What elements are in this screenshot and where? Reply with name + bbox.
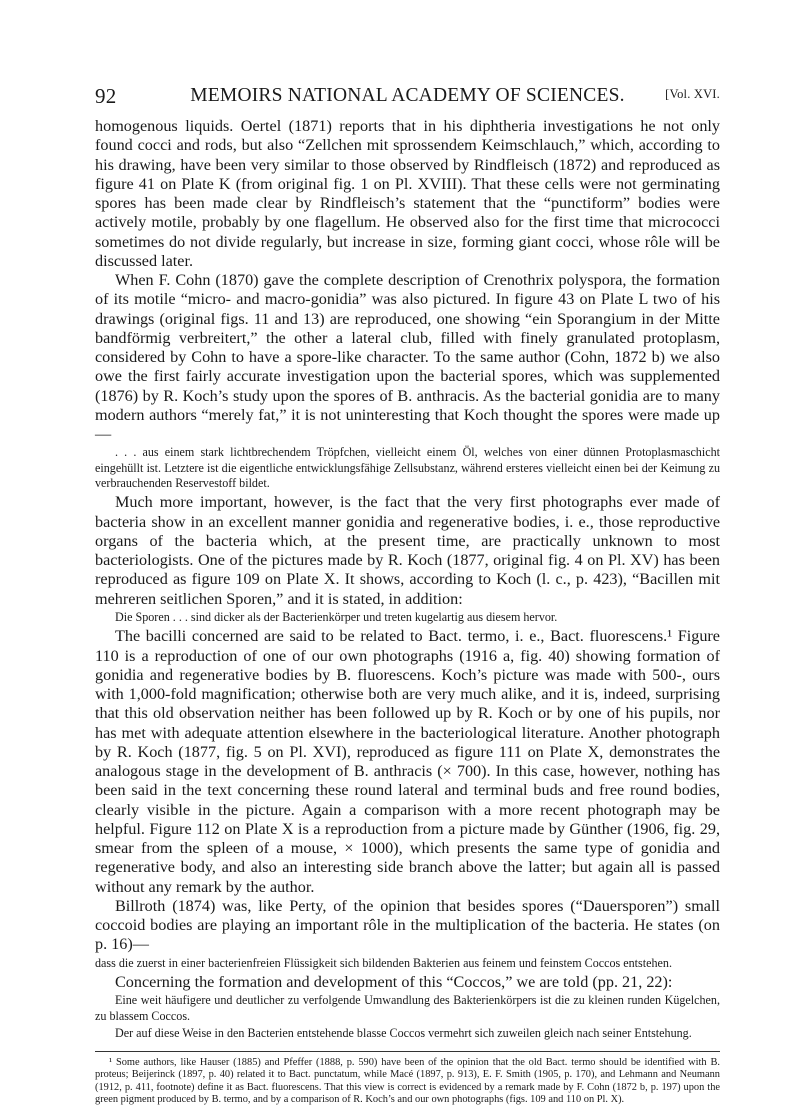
paragraph: Much more important, however, is the fact that the very first photographs ever made of bacteria show in an excellent manner gonidia and regenerative bodies, i. e., those reproductive organs of the bacteria which, at the present time, are practically unknown to most bacteriologists. One of the pictures made by R. Koch (1877, original fig. 4 on Pl. XV) has been reproduced as figure 109 on Plate X. It shows, according to Koch (l. c., p. 423), “Bacillen mit mehreren seitlichen Sporen,” and it is stated, in addition: [95,493,720,608]
body-text [95,117,720,1107]
running-header [95,84,720,110]
page-number: 92 [95,84,117,108]
block-quote: . . . aus einem stark lichtbrechendem Tröpfchen, vielleicht einem Öl, welches von einer dünnen Protoplasmaschicht eingehüllt ist. Letztere ist die eigentliche entwicklungsfähige Zellsubstanz, während ersteres vielleicht einen bei der Keimung zu verbrauchenden Reservestoff bildet. [95,445,720,491]
block-quote: dass die zuerst in einer bacterienfreien Flüssigkeit sich bildenden Bakterien aus feinem und feinstem Coccos entstehen. [95,955,672,970]
paragraph: The bacilli concerned are said to be related to Bact. termo, i. e., Bact. fluorescens.¹ Figure 110 is a reproduction of one of our own photographs (1916 a, fig. 40) showing formation of gonidia and regenerative bodies by B. fluorescens. Koch’s picture was made with 500-, ours with 1,000-fold magnification; otherwise both are very much alike, and it is, indeed, surprising that this old observation neither has been followed up by R. Koch or by one of his pupils, nor has met with adequate attention elsewhere in the bacteriological literature. Another photograph by R. Koch (1877, fig. 5 on Pl. XVI), reproduced as figure 111 on Plate X, demonstrates the analogous stage in the development of B. anthracis (× 700). In this case, however, nothing has been said in the text concerning these round lateral and terminal buds and free round bodies, clearly visible in the picture. Again a comparison with a more recent photograph may be helpful. Figure 112 on Plate X is a reproduction from a picture made by Günther (1906, fig. 29, smear from the spleen of a mouse, × 1000), which presents the same type of gonidia and regenerative body, and also an interesting side branch above the latter; but again all is passed without any remark by the author. [95,627,720,896]
running-title: MEMOIRS NATIONAL ACADEMY OF SCIENCES. [190,85,625,106]
block-quote: Die Sporen . . . sind dicker als der Bacterienkörper und treten kugelartig aus diesem hervor. [115,609,558,624]
paragraph: Billroth (1874) was, like Perty, of the opinion that besides spores (“Dauersporen”) small coccoid bodies are playing an important rôle in the multiplication of the bacteria. He states (on p. 16)— [95,896,720,954]
volume-label: [Vol. XVI. [665,87,720,101]
footnote-divider [95,1051,720,1052]
paragraph: Concerning the formation and development of this “Coccos,” we are told (pp. 21, 22): [115,973,673,992]
block-quote: Der auf diese Weise in den Bacterien entstehende blasse Coccos vermehrt sich zuweilen gleich nach seiner Entstehung. [115,1026,692,1041]
paragraph: homogenous liquids. Oertel (1871) reports that in his diphtheria investigations he not only found cocci and rods, but also “Zellchen mit sprossendem Keimschlauch,” which, according to his drawing, have been very similar to those observed by Rindfleisch (1872) and reproduced as figure 41 on Plate K (from original fig. 1 on Pl. XVIII). That these cells were not germinating spores has been made clear by Rindfleisch’s statement that the “punctiform” bodies were actively motile, probably by one flagellum. He observed also for the first time that micrococci sometimes do not divide regularly, but increase in size, forming giant cocci, whose rôle will be discussed later. [95,117,720,270]
paragraph: When F. Cohn (1870) gave the complete description of Crenothrix polyspora, the formation of its motile “micro- and macro-gonidia” was also pictured. In figure 43 on Plate L two of his drawings (original figs. 11 and 13) are reproduced, one showing “ein Sporangium in der Mitte bandförmig verbreitert,” the other a lateral club, filled with finely granulated protoplasm, considered by Cohn to have a spore-like character. To the same author (Cohn, 1872 b) we also owe the first fairly accurate investigation upon the bacterial spores, which was supplemented (1876) by R. Koch’s study upon the spores of B. anthracis. As the bacterial gonidia are to many modern authors “merely fat,” it is not uninteresting that Koch thought the spores were made up— [95,271,720,443]
footnote: ¹ Some authors, like Hauser (1885) and Pfeffer (1888, p. 590) have been of the opinion that the old Bact. termo should be identified with B. proteus; Beijerinck (1897, p. 40) related it to Bact. punctatum, while Macé (1897, p. 913), E. F. Smith (1905, p. 170), and Lehmann and Neumann (1912, p. 411, footnote) define it as Bact. fluorescens. That this view is correct is evidenced by a remark made by F. Cohn (1872 b, p. 197) upon the green pigment produced by B. termo, and by a comparison of R. Koch’s and our own photographs (figs. 109 and 110 on Pl. X). [95,1056,720,1106]
block-quote: Eine weit häufigere und deutlicher zu verfolgende Umwandlung des Bakterienkörpers ist die zu kleinen runden Kügelchen, zu blassem Coccos. [95,993,720,1023]
